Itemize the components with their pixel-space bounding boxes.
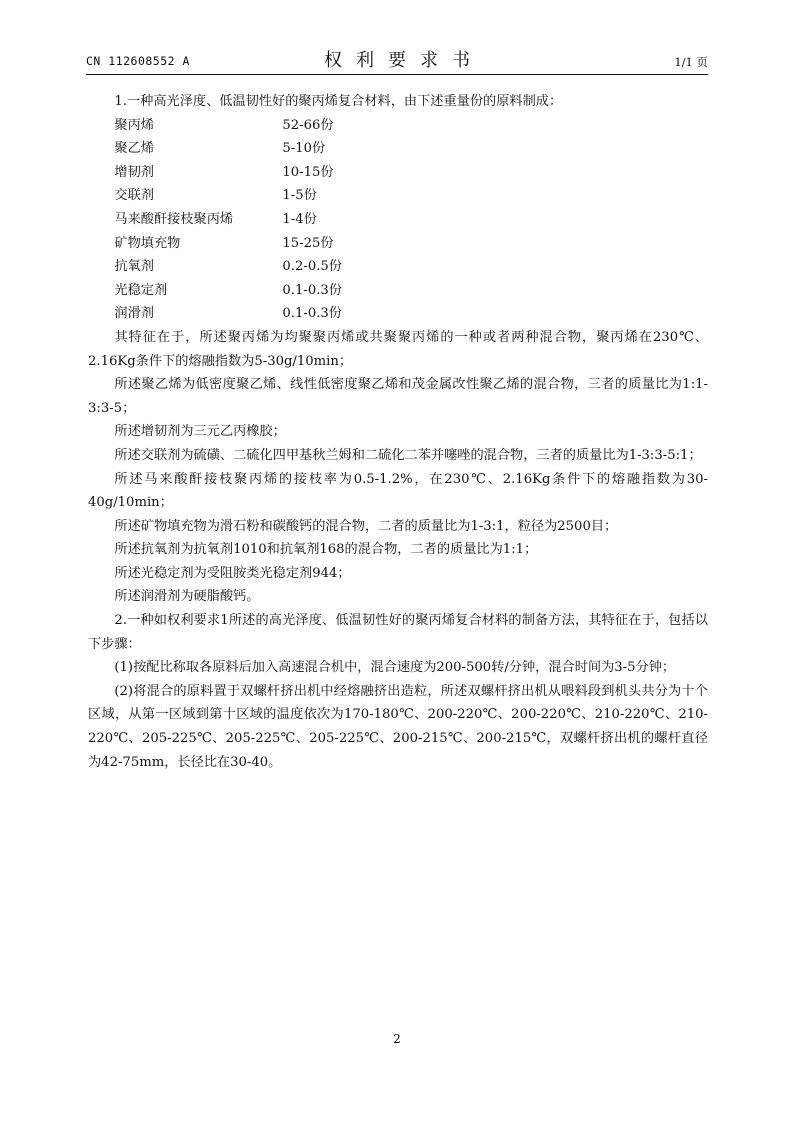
page-header <box>86 46 708 72</box>
ingredient-amount: 52-66份 <box>282 117 334 133</box>
ingredient-amount: 1-5份 <box>282 188 317 204</box>
ingredient-row <box>88 137 708 161</box>
ingredient-name: 聚丙烯 <box>114 117 154 133</box>
ingredient-amount: 15-25份 <box>282 235 334 251</box>
publication-number: CN 112608552 A <box>86 54 190 68</box>
claim-1-paragraph: 所述矿物填充物为滑石粉和碳酸钙的混合物，二者的质量比为1-3:1，粒径为2500目； <box>114 518 618 534</box>
ingredient-row <box>88 302 708 326</box>
claim-2-step-2: (2)将混合的原料置于双螺杆挤出机中经熔融挤出造粒，所述双螺杆挤出机从喂料段到机头共分为十个区域，从第一区域到第十区域的温度依次为170-180℃、200-220℃、200-220℃、210-220℃、210-220℃、205-225℃、205-225℃、205-225℃、200-215℃、200-215℃，双螺杆挤出机的螺杆直径为42-75mm，长径比在30-40。 <box>88 683 708 770</box>
ingredient-name: 交联剂 <box>114 188 154 204</box>
ingredient-name: 抗氧剂 <box>114 259 154 275</box>
claim-1-paragraph: 其特征在于，所述聚丙烯为均聚聚丙烯或共聚聚丙烯的一种或者两种混合物，聚丙烯在230℃、2.16Kg条件下的熔融指数为5-30g/10min； <box>88 329 708 369</box>
claim-2-intro: 2.一种如权利要求1所述的高光泽度、低温韧性好的聚丙烯复合材料的制备方法，其特征在于，包括以下步骤： <box>88 613 708 652</box>
claim-2-step-1: (1)按配比称取各原料后加入高速混合机中，混合速度为200-500转/分钟，混合时间为3-5分钟； <box>114 660 676 676</box>
claim-1-paragraph: 所述光稳定剂为受阻胺类光稳定剂944； <box>114 565 351 581</box>
ingredient-amount: 0.2-0.5份 <box>282 259 342 275</box>
ingredient-name: 光稳定剂 <box>114 282 168 298</box>
ingredient-amount: 0.1-0.3份 <box>282 306 342 322</box>
ingredient-list <box>88 114 708 326</box>
claim-1-paragraph: 所述聚乙烯为低密度聚乙烯、线性低密度聚乙烯和茂金属改性聚乙烯的混合物，三者的质量比为1:1-3:3-5； <box>88 377 708 416</box>
claim-1-paragraph: 所述交联剂为硫磺、二硫化四甲基秋兰姆和二硫化二苯并噻唑的混合物，三者的质量比为1-3:3-5:1； <box>114 447 702 463</box>
claim-1-paragraph: 所述增韧剂为三元乙丙橡胶； <box>114 424 286 440</box>
ingredient-row <box>88 255 708 279</box>
ingredient-name: 增韧剂 <box>114 164 154 180</box>
claims-body <box>88 90 708 774</box>
ingredient-name: 马来酸酐接枝聚丙烯 <box>114 211 234 227</box>
page-number: 2 <box>393 1032 401 1046</box>
ingredient-row <box>88 208 708 232</box>
header-rule <box>86 74 708 75</box>
claim-1-paragraph: 所述抗氧剂为抗氧剂1010和抗氧剂168的混合物，二者的质量比为1:1； <box>114 542 538 558</box>
ingredient-amount: 10-15份 <box>282 164 334 180</box>
document-title: 权利要求书 <box>324 50 484 71</box>
ingredient-row <box>88 279 708 303</box>
ingredient-row <box>88 114 708 138</box>
claim-1-paragraph: 所述马来酸酐接枝聚丙烯的接枝率为0.5-1.2%，在230℃、2.16Kg条件下的熔融指数为30-40g/10min； <box>88 471 708 511</box>
ingredient-amount: 1-4份 <box>282 211 317 227</box>
ingredient-row <box>88 161 708 185</box>
ingredient-name: 润滑剂 <box>114 306 154 322</box>
ingredient-name: 矿物填充物 <box>114 235 181 251</box>
ingredient-name: 聚乙烯 <box>114 141 154 157</box>
ingredient-amount: 5-10份 <box>282 141 326 157</box>
ingredient-row <box>88 184 708 208</box>
ingredient-amount: 0.1-0.3份 <box>282 282 342 298</box>
ingredient-row <box>88 232 708 256</box>
page-indicator: 1/1 页 <box>674 55 708 69</box>
claim-1-paragraph: 所述润滑剂为硬脂酸钙。 <box>114 589 260 605</box>
claim-1-intro: 1.一种高光泽度、低温韧性好的聚丙烯复合材料，由下述重量份的原料制成： <box>114 94 563 109</box>
